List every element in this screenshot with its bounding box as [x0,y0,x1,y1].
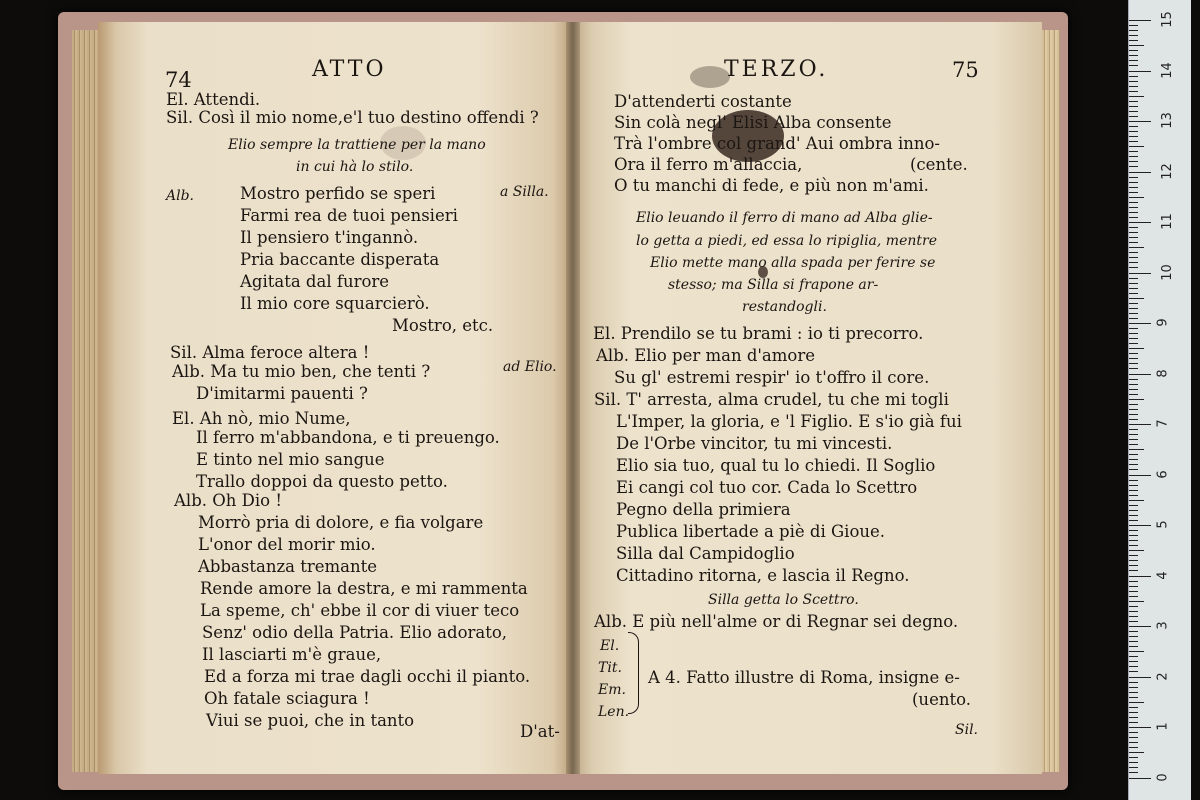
ruler-minor-tick [1129,671,1138,672]
ruler-minor-tick [1129,485,1138,486]
ruler-minor-tick [1129,646,1138,647]
ruler-label: 4 [1155,570,1171,580]
ruler-label: 2 [1155,671,1171,681]
ruler-minor-tick [1129,469,1138,470]
left-page-text-line: Sil. Alma feroce altera ! [170,343,370,362]
ruler-minor-tick [1129,333,1138,334]
ruler-minor-tick [1129,50,1138,51]
left-page-text-line: Alb. Ma tu mio ben, che tenti ? [172,362,431,381]
left-page-text-line: Agitata dal furore [240,272,390,291]
ruler-minor-tick [1129,601,1144,602]
ruler-minor-tick [1129,303,1138,304]
ruler-minor-tick [1129,656,1138,657]
right-page-text-line: A 4. Fatto illustre di Roma, insigne e- [648,668,960,687]
ruler-minor-tick [1129,449,1144,450]
ruler-label: 10 [1159,263,1175,281]
ruler-minor-tick [1129,596,1138,597]
ruler-minor-tick [1129,86,1138,87]
ruler-minor-tick [1129,283,1138,284]
right-page-text-line: L'Imper, la gloria, e 'l Figlio. E s'io già fui [616,412,962,431]
right-page-text-line: Tit. [598,660,622,676]
ruler-minor-tick [1129,106,1138,107]
left-page-text-line: in cui hà lo stilo. [296,159,414,175]
ruler-minor-tick [1129,126,1138,127]
ruler-minor-tick [1129,101,1138,102]
ruler-major-tick [1129,475,1151,476]
ruler-minor-tick [1129,177,1138,178]
ruler-minor-tick [1129,65,1138,66]
ruler-minor-tick [1129,146,1144,147]
right-page-text-line: Ei cangi col tuo cor. Cada lo Scettro [616,478,918,497]
ruler-minor-tick [1129,515,1138,516]
ruler-minor-tick [1129,358,1138,359]
ruler-minor-tick [1129,81,1138,82]
ruler-minor-tick [1129,389,1138,390]
ruler-minor-tick [1129,616,1138,617]
ruler-minor-tick [1129,490,1138,491]
ruler-minor-tick [1129,581,1138,582]
right-page-text-line: Publica libertade a piè di Gioue. [616,522,886,541]
ruler-minor-tick [1129,419,1138,420]
left-page-text-line: Trallo doppoi da questo petto. [196,472,448,491]
left-page-text-line: Elio sempre la trattiene per la mano [228,137,486,153]
ruler-minor-tick [1129,651,1144,652]
ruler-minor-tick [1129,30,1138,31]
ruler-minor-tick [1129,621,1138,622]
ruler-minor-tick [1129,459,1138,460]
ruler-minor-tick [1129,212,1138,213]
ruler-minor-tick [1129,136,1138,137]
ruler-minor-tick [1129,510,1138,511]
right-page-text-line: Len. [598,704,630,720]
ruler-minor-tick [1129,500,1144,501]
ruler-major-tick [1129,374,1151,375]
ruler-minor-tick [1129,586,1138,587]
ruler-minor-tick [1129,687,1138,688]
ruler-minor-tick [1129,338,1138,339]
right-page-text-line: De l'Orbe vincitor, tu mi vincesti. [616,434,893,453]
ruler-major-tick [1129,222,1151,223]
ruler-minor-tick [1129,45,1144,46]
left-page-text-line: D'at- [520,722,560,741]
right-page-text-line: Em. [598,682,626,698]
ruler-major-tick [1129,172,1151,173]
ruler-major-tick [1129,626,1151,627]
ruler-minor-tick [1129,257,1138,258]
left-page-text-line: Il mio core squarcierò. [240,294,430,313]
ruler-minor-tick [1129,540,1138,541]
left-running-header: ATTO [312,57,387,82]
right-page-text-line: D'attenderti costante [614,92,792,111]
ruler-major-tick [1129,424,1151,425]
ruler-minor-tick [1129,682,1138,683]
ruler-label: 15 [1159,11,1175,28]
right-page-text-line: Elio leuando il ferro di mano ad Alba glie- [636,210,933,226]
ruler-minor-tick [1129,409,1138,410]
ruler-label: 1 [1155,722,1171,731]
ruler-minor-tick [1129,247,1144,248]
left-page-text-line: Abbastanza tremante [198,557,378,576]
ruler-minor-tick [1129,207,1138,208]
ruler-minor-tick [1129,60,1138,61]
ruler-minor-tick [1129,631,1138,632]
right-page-text-line: El. [600,638,620,654]
right-page-text-line: Silla dal Campidoglio [616,544,795,563]
ruler-minor-tick [1129,227,1138,228]
left-page-text-line: Alb. [166,188,194,204]
left-page-text-line: Morrò pria di dolore, e fia volgare [198,513,484,532]
ruler-label: 7 [1155,419,1171,428]
ruler-label: 3 [1155,621,1171,630]
ruler-minor-tick [1129,747,1138,748]
ruler-label: 11 [1159,213,1175,230]
ruler-minor-tick [1129,379,1138,380]
ruler-minor-tick [1129,308,1138,309]
left-page-text-line: E tinto nel mio sangue [196,450,385,469]
ruler-minor-tick [1129,237,1138,238]
right-page-text-line: Su gl' estremi respir' io t'offro il core. [614,368,930,387]
ruler-major-tick [1129,20,1151,21]
ruler-minor-tick [1129,262,1138,263]
measurement-ruler [1128,0,1191,800]
ruler-minor-tick [1129,131,1138,132]
ruler-major-tick [1129,677,1151,678]
left-page-text-line: ad Elio. [503,359,557,375]
right-page-text-line: O tu manchi di fede, e più non m'ami. [614,176,929,195]
ruler-minor-tick [1129,343,1138,344]
ruler-minor-tick [1129,76,1138,77]
chorus-brace [628,632,639,714]
left-page-text-line: Senz' odio della Patria. Elio adorato, [202,623,508,642]
ruler-minor-tick [1129,606,1138,607]
ruler-major-tick [1129,778,1151,779]
ruler-minor-tick [1129,752,1144,753]
ruler-major-tick [1129,121,1151,122]
ruler-minor-tick [1129,434,1138,435]
ruler-minor-tick [1129,495,1138,496]
ruler-minor-tick [1129,591,1138,592]
ruler-minor-tick [1129,697,1138,698]
ruler-minor-tick [1129,232,1138,233]
right-page-text-line: El. Prendilo se tu brami : io ti precorro. [593,324,924,343]
right-page-text-line: Trà l'ombre col grand' Aui ombra inno- [614,134,940,153]
ruler-major-tick [1129,273,1151,274]
left-page-text-line: Alb. Oh Dio ! [174,491,282,510]
ruler-minor-tick [1129,520,1138,521]
right-page-text-line: restandogli. [742,299,827,315]
ruler-label: 13 [1159,112,1175,129]
ruler-minor-tick [1129,156,1138,157]
left-page-text-line: La speme, ch' ebbe il cor di viuer teco [200,601,520,620]
ruler-minor-tick [1129,96,1144,97]
ruler-label: 12 [1159,162,1175,180]
ruler-minor-tick [1129,197,1144,198]
ruler-minor-tick [1129,717,1138,718]
ruler-label: 14 [1159,61,1175,79]
ruler-minor-tick [1129,762,1138,763]
ruler-minor-tick [1129,767,1138,768]
page-edges-right [1042,30,1060,772]
ruler-minor-tick [1129,737,1138,738]
ruler-label: 6 [1155,469,1171,479]
ruler-minor-tick [1129,298,1144,299]
ruler-minor-tick [1129,530,1138,531]
ruler-minor-tick [1129,399,1144,400]
left-page-text-line: D'imitarmi pauenti ? [196,384,368,403]
ruler-label: 8 [1155,368,1171,378]
ruler-minor-tick [1129,505,1138,506]
ruler-minor-tick [1129,242,1138,243]
ruler-minor-tick [1129,429,1138,430]
left-page-text-line: Mostro perfido se speri [240,184,436,203]
right-page-text-line: Alb. E più nell'alme or di Regnar sei degno. [594,612,959,631]
right-page-text-line: Sin colà negl' Elisi Alba consente [614,113,892,132]
ruler-minor-tick [1129,757,1138,758]
right-page-text-line: Sil. T' arresta, alma crudel, tu che mi togli [594,390,949,409]
page-edges-left [72,30,98,772]
right-page-text-line: (uento. [912,690,971,709]
ruler-minor-tick [1129,480,1138,481]
ruler-minor-tick [1129,187,1138,188]
ruler-minor-tick [1129,394,1138,395]
right-page-number: 75 [952,58,979,82]
ruler-minor-tick [1129,712,1138,713]
ruler-minor-tick [1129,404,1138,405]
ruler-minor-tick [1129,293,1138,294]
ruler-minor-tick [1129,550,1144,551]
left-page-text-line: Rende amore la destra, e mi rammenta [200,579,528,598]
ruler-major-tick [1129,323,1151,324]
ruler-minor-tick [1129,722,1138,723]
ruler-minor-tick [1129,454,1138,455]
ruler-minor-tick [1129,202,1138,203]
right-page-text-line: Elio mette mano alla spada per ferire se [650,255,936,271]
ruler-minor-tick [1129,560,1138,561]
ruler-minor-tick [1129,439,1138,440]
ruler-minor-tick [1129,328,1138,329]
left-page-text-line: El. Attendi. [166,90,261,109]
ruler-minor-tick [1129,641,1138,642]
ruler-minor-tick [1129,116,1138,117]
right-page-text-line: Sil. [955,722,978,738]
right-page-text-line: Ora il ferro m'allaccia, [614,155,803,174]
ruler-minor-tick [1129,363,1138,364]
ruler-minor-tick [1129,535,1138,536]
ruler-minor-tick [1129,702,1144,703]
right-page-text-line: stesso; ma Silla si frapone ar- [668,277,879,293]
ruler-minor-tick [1129,151,1138,152]
left-page-text-line: Pria baccante disperata [240,250,440,269]
left-page-text-line: Sil. Così il mio nome,e'l tuo destino offendi ? [166,108,539,127]
right-running-header: TERZO. [724,57,829,82]
ruler-minor-tick [1129,35,1138,36]
left-page-text-line: Farmi rea de tuoi pensieri [240,206,458,225]
right-page-text-line: Elio sia tuo, qual tu lo chiedi. Il Soglio [616,456,936,475]
ruler-minor-tick [1129,368,1138,369]
ruler-minor-tick [1129,161,1138,162]
ruler-minor-tick [1129,217,1138,218]
ruler-minor-tick [1129,141,1138,142]
right-page-text-line: lo getta a piedi, ed essa lo ripiglia, mentre [636,233,937,249]
ruler-minor-tick [1129,692,1138,693]
ruler-minor-tick [1129,565,1138,566]
ruler-minor-tick [1129,55,1138,56]
ruler-minor-tick [1129,611,1138,612]
ruler-minor-tick [1129,636,1138,637]
ruler-minor-tick [1129,318,1138,319]
ruler-minor-tick [1129,742,1138,743]
left-page-text-line: Viui se puoi, che in tanto [206,711,415,730]
ruler-minor-tick [1129,252,1138,253]
ruler-major-tick [1129,71,1151,72]
ruler-minor-tick [1129,353,1138,354]
left-page-text-line: L'onor del morir mio. [198,535,376,554]
ruler-minor-tick [1129,182,1138,183]
right-page-text-line: Cittadino ritorna, e lascia il Regno. [616,566,910,585]
ruler-minor-tick [1129,91,1138,92]
ruler-major-tick [1129,525,1151,526]
book-gutter [566,22,580,774]
left-page-text-line: Il ferro m'abbandona, e ti preuengo. [196,428,500,447]
ruler-minor-tick [1129,313,1138,314]
ruler-minor-tick [1129,555,1138,556]
right-page-text-line: Silla getta lo Scettro. [708,592,859,608]
ruler-minor-tick [1129,111,1138,112]
ruler-label: 9 [1155,318,1171,327]
left-page-text-line: a Silla. [500,184,549,200]
left-page-text-line: Il lasciarti m'è graue, [202,645,382,664]
left-page-text-line: Oh fatale sciagura ! [204,689,370,708]
ruler-minor-tick [1129,288,1138,289]
ruler-minor-tick [1129,707,1138,708]
ruler-minor-tick [1129,666,1138,667]
ruler-minor-tick [1129,464,1138,465]
ruler-minor-tick [1129,384,1138,385]
ruler-minor-tick [1129,278,1138,279]
ruler-major-tick [1129,727,1151,728]
ruler-minor-tick [1129,192,1138,193]
right-page-text-line: (cente. [910,155,968,174]
ruler-major-tick [1129,576,1151,577]
right-page-text-line: Pegno della primiera [616,500,791,519]
ruler-minor-tick [1129,348,1144,349]
ruler-minor-tick [1129,545,1138,546]
ruler-label: 5 [1155,520,1171,529]
right-page-text-line: Alb. Elio per man d'amore [596,346,816,365]
ruler-minor-tick [1129,267,1138,268]
ruler-minor-tick [1129,444,1138,445]
left-page-text-line: Mostro, etc. [392,316,494,335]
ruler-label: 0 [1155,772,1171,782]
ruler-minor-tick [1129,166,1138,167]
ruler-minor-tick [1129,414,1138,415]
ruler-minor-tick [1129,772,1138,773]
left-page-text-line: Il pensiero t'ingannò. [240,228,419,247]
ruler-minor-tick [1129,25,1138,26]
ruler-minor-tick [1129,661,1138,662]
left-page-number: 74 [165,68,192,92]
ruler-minor-tick [1129,40,1138,41]
ruler-minor-tick [1129,570,1138,571]
left-page-text-line: Ed a forza mi trae dagli occhi il pianto. [204,667,531,686]
left-page-text-line: El. Ah nò, mio Nume, [172,409,351,428]
ruler-minor-tick [1129,732,1138,733]
